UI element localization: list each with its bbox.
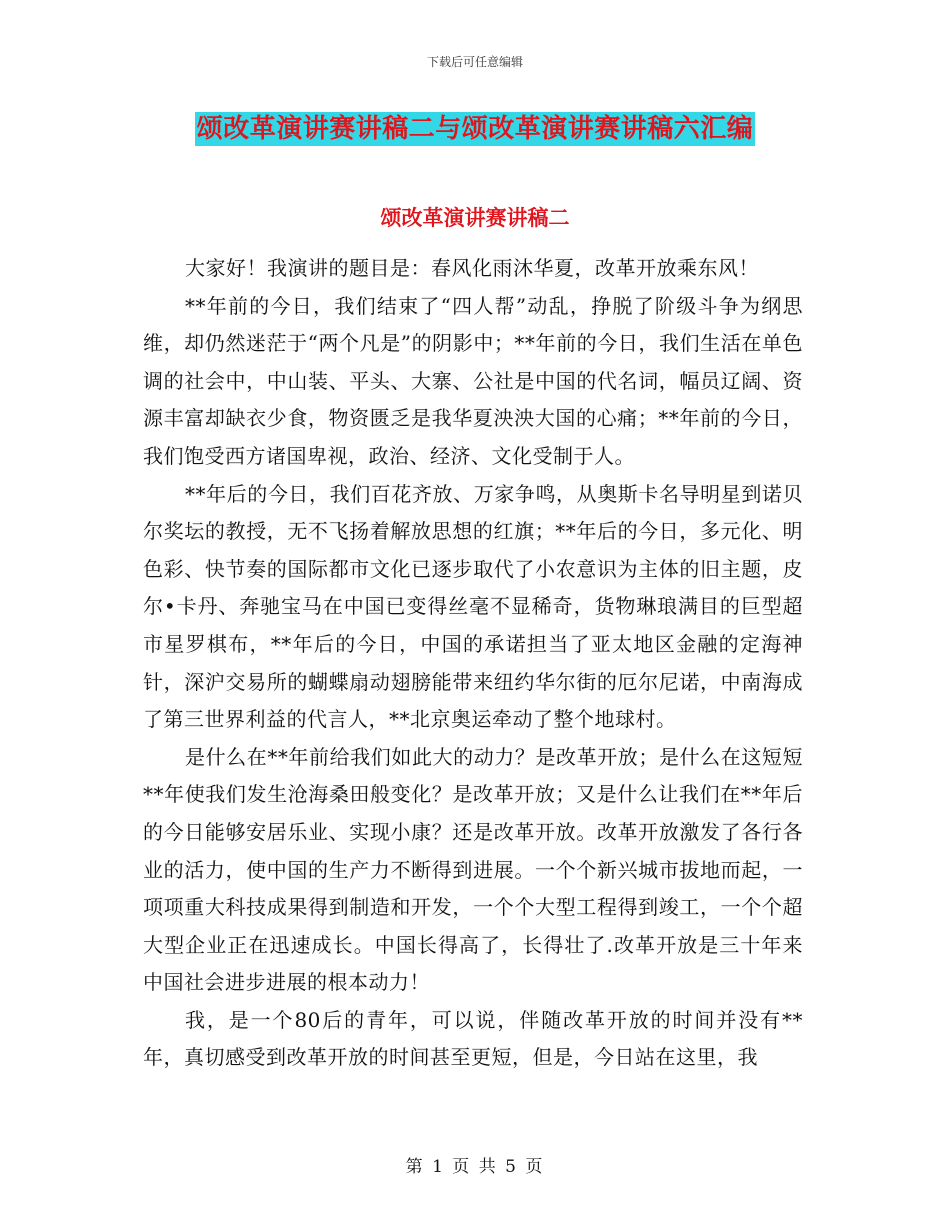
header-note: 下载后可任意编辑: [426, 55, 523, 69]
document-title: 颂改革演讲赛讲稿二与颂改革演讲赛讲稿六汇编: [196, 114, 754, 144]
paragraph: 是什么在**年前给我们如此大的动力？是改革开放；是什么在这短短**年使我们发生沧海桑田般变化？是改革开放；又是什么让我们在**年后的今日能够安居乐业、实现小康？还是改革开放。改革开放激发了各行各业的活力，使中国的生产力不断得到进展。一个个新兴城市拔地而起，一项项重大科技成果得到制造和开发，一个个大型工程得到竣工，一个个超大型企业正在迅速成长。中国长得高了，长得壮了.改革开放是三十年来中国社会进步进展的根本动力！: [143, 744, 803, 995]
document-title-wrapper: [0, 112, 950, 146]
paragraph: **年后的今日，我们百花齐放、万家争鸣，从奥斯卡名导明星到诺贝尔奖坛的教授，无不飞扬着解放思想的红旗；**年后的今日，多元化、明色彩、快节奏的国际都市文化已逐步取代了小农意识为主体的旧主题，皮尔•卡丹、奔驰宝马在中国已变得丝毫不显稀奇，货物琳琅满目的巨型超市星罗棋布，**年后的今日，中国的承诺担当了亚太地区金融的定海神针，深沪交易所的蝴蝶扇动翅膀能带来纽约华尔街的厄尔尼诺，中南海成了第三世界利益的代言人，**北京奥运牵动了整个地球村。: [143, 481, 803, 732]
paragraph: 我，是一个80后的青年，可以说，伴随改革开放的时间并没有**年，真切感受到改革开放的时间甚至更短，但是，今日站在这里，我: [143, 1007, 803, 1070]
paragraph: **年前的今日，我们结束了“四人帮”动乱，挣脱了阶级斗争为纲思维，却仍然迷茫于“两个凡是”的阴影中；**年前的今日，我们生活在单色调的社会中，中山装、平头、大寨、公社是中国的代名词，幅员辽阔、资源丰富却缺衣少食，物资匮乏是我华夏泱泱大国的心痛；**年前的今日，我们饱受西方诸国卑视，政治、经济、文化受制于人。: [143, 293, 803, 468]
section-title: 颂改革演讲赛讲稿二: [380, 205, 570, 230]
document-body: [143, 250, 803, 1077]
page-indicator: 第 1 页 共 5 页: [405, 1157, 545, 1177]
paragraph: 大家好！我演讲的题目是：春风化雨沐华夏，改革开放乘东风！: [185, 256, 759, 280]
